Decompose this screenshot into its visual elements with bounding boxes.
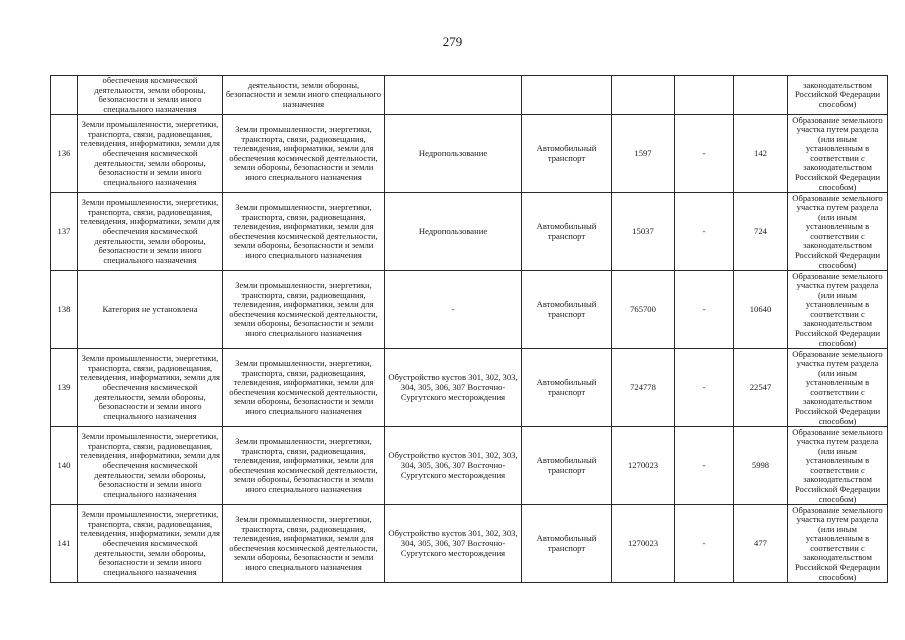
row-number: 138 (51, 271, 78, 349)
row-number: 140 (51, 427, 78, 505)
table-row (51, 505, 888, 583)
land-category: Земли промышленности, энергетики, транспорта, связи, радиовещания, телевидения, информатики, земли для обеспечения космической деятельности, земли обороны, безопасности и земли иного специального назначения (78, 115, 223, 193)
dash-cell: - (675, 349, 734, 427)
land-category: Земли промышленности, энергетики, транспорта, связи, радиовещания, телевидения, информатики, земли для обеспечения космической деятельности, земли обороны, безопасности и земли иного специального назначения (78, 505, 223, 583)
purpose: - (385, 271, 522, 349)
formation-method: Образование земельного участка путем раздела (или иным установленным в соответствии с законодательством Российской Федерации способом) (788, 115, 888, 193)
area-value: 1270023 (612, 505, 675, 583)
secondary-value: 477 (734, 505, 788, 583)
formation-method: Образование земельного участка путем раздела (или иным установленным в соответствии с законодательством Российской Федерации способом) (788, 271, 888, 349)
row-number: 141 (51, 505, 78, 583)
table-row (51, 349, 888, 427)
area-value: 724778 (612, 349, 675, 427)
activity-type: Автомобильный транспорт (522, 271, 612, 349)
row-number (51, 76, 78, 115)
formation-method: Образование земельного участка путем раздела (или иным установленным в соответствии с законодательством Российской Федерации способом) (788, 193, 888, 271)
page-number: 279 (442, 34, 463, 49)
formation-method: законодательством Российской Федерации способом) (788, 76, 888, 115)
secondary-value: 5998 (734, 427, 788, 505)
land-category: обеспечения космической деятельности, земли обороны, безопасности и земли иного специального назначения (78, 76, 223, 115)
activity-type: Автомобильный транспорт (522, 427, 612, 505)
dash-cell: - (675, 193, 734, 271)
purpose: Недропользование (385, 193, 522, 271)
permitted-use: Земли промышленности, энергетики, транспорта, связи, радиовещания, телевидения, информатики, земли для обеспечения космической деятельности, земли обороны, безопасности и земли иного специального назначения (223, 349, 385, 427)
area-value: 1597 (612, 115, 675, 193)
row-number: 136 (51, 115, 78, 193)
purpose: Обустройство кустов 301, 302, 303, 304, 305, 306, 307 Восточно-Сургутского месторождения (385, 349, 522, 427)
permitted-use: деятельности, земли обороны, безопасности и земли иного специального назначения (223, 76, 385, 115)
purpose (385, 76, 522, 115)
activity-type: Автомобильный транспорт (522, 115, 612, 193)
secondary-value: 142 (734, 115, 788, 193)
permitted-use: Земли промышленности, энергетики, транспорта, связи, радиовещания, телевидения, информатики, земли для обеспечения космической деятельности, земли обороны, безопасности и земли иного специального назначения (223, 115, 385, 193)
formation-method: Образование земельного участка путем раздела (или иным установленным в соответствии с законодательством Российской Федерации способом) (788, 427, 888, 505)
permitted-use: Земли промышленности, энергетики, транспорта, связи, радиовещания, телевидения, информатики, земли для обеспечения космической деятельности, земли обороны, безопасности и земли иного специального назначения (223, 427, 385, 505)
secondary-value: 724 (734, 193, 788, 271)
dash-cell (675, 76, 734, 115)
formation-method: Образование земельного участка путем раздела (или иным установленным в соответствии с законодательством Российской Федерации способом) (788, 349, 888, 427)
table-row (51, 271, 888, 349)
row-number: 139 (51, 349, 78, 427)
dash-cell: - (675, 271, 734, 349)
land-plot-table (50, 75, 888, 583)
land-category: Земли промышленности, энергетики, транспорта, связи, радиовещания, телевидения, информатики, земли для обеспечения космической деятельности, земли обороны, безопасности и земли иного специального назначения (78, 427, 223, 505)
activity-type (522, 76, 612, 115)
activity-type: Автомобильный транспорт (522, 349, 612, 427)
area-value (612, 76, 675, 115)
table-row (51, 115, 888, 193)
area-value: 1270023 (612, 427, 675, 505)
permitted-use: Земли промышленности, энергетики, транспорта, связи, радиовещания, телевидения, информатики, земли для обеспечения космической деятельности, земли обороны, безопасности и земли иного специального назначения (223, 271, 385, 349)
dash-cell: - (675, 115, 734, 193)
permitted-use: Земли промышленности, энергетики, транспорта, связи, радиовещания, телевидения, информатики, земли для обеспечения космической деятельности, земли обороны, безопасности и земли иного специального назначения (223, 193, 385, 271)
secondary-value (734, 76, 788, 115)
area-value: 15037 (612, 193, 675, 271)
purpose: Недропользование (385, 115, 522, 193)
land-category: Земли промышленности, энергетики, транспорта, связи, радиовещания, телевидения, информатики, земли для обеспечения космической деятельности, земли обороны, безопасности и земли иного специального назначения (78, 193, 223, 271)
activity-type: Автомобильный транспорт (522, 193, 612, 271)
dash-cell: - (675, 427, 734, 505)
area-value: 765700 (612, 271, 675, 349)
table-row (51, 427, 888, 505)
dash-cell: - (675, 505, 734, 583)
secondary-value: 22547 (734, 349, 788, 427)
activity-type: Автомобильный транспорт (522, 505, 612, 583)
secondary-value: 10640 (734, 271, 788, 349)
land-category: Земли промышленности, энергетики, транспорта, связи, радиовещания, телевидения, информатики, земли для обеспечения космической деятельности, земли обороны, безопасности и земли иного специального назначения (78, 349, 223, 427)
land-category: Категория не установлена (78, 271, 223, 349)
purpose: Обустройство кустов 301, 302, 303, 304, 305, 306, 307 Восточно-Сургутского месторождения (385, 427, 522, 505)
permitted-use: Земли промышленности, энергетики, транспорта, связи, радиовещания, телевидения, информатики, земли для обеспечения космической деятельности, земли обороны, безопасности и земли иного специального назначения (223, 505, 385, 583)
table-row (51, 193, 888, 271)
formation-method: Образование земельного участка путем раздела (или иным установленным в соответствии с законодательством Российской Федерации способом) (788, 505, 888, 583)
row-number: 137 (51, 193, 78, 271)
purpose: Обустройство кустов 301, 302, 303, 304, 305, 306, 307 Восточно-Сургутского месторождения (385, 505, 522, 583)
table-row (51, 76, 888, 115)
